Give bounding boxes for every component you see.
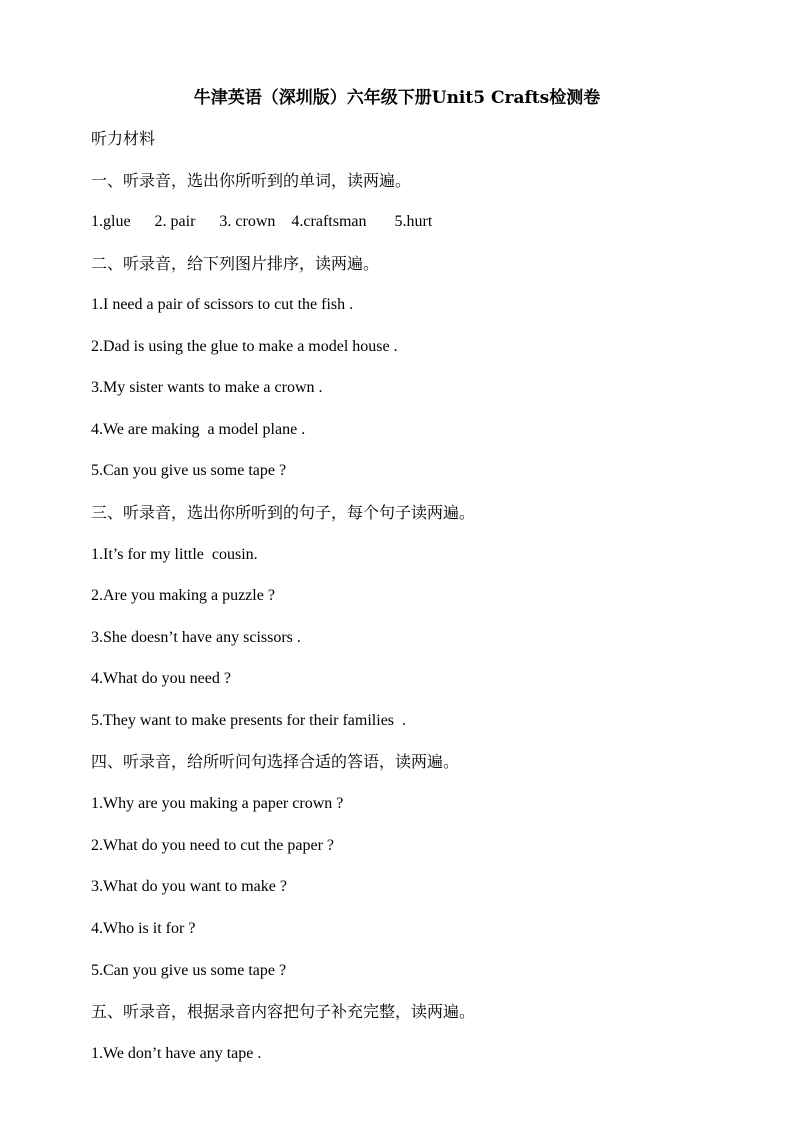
section-4-item: 1.Why are you making a paper crown ? bbox=[91, 795, 344, 812]
section-2-item: 3.My sister wants to make a crown . bbox=[91, 379, 323, 396]
section-4-heading: 四、听录音，给所听问句选择合适的答语，读两遍。 bbox=[91, 752, 460, 771]
section-3-item: 4.What do you need ? bbox=[91, 670, 231, 687]
section-2-item: 2.Dad is using the glue to make a model house . bbox=[91, 338, 398, 355]
section-3-heading: 三、听录音，选出你所听到的句子，每个句子读两遍。 bbox=[91, 503, 476, 522]
section-1-words: 1.glue 2. pair 3. crown 4.craftsman 5.hurt bbox=[91, 213, 433, 230]
section-4-item: 4.Who is it for ? bbox=[91, 920, 196, 937]
section-3-item: 5.They want to make presents for their families . bbox=[91, 712, 407, 729]
section-5-item: 1.We don’t have any tape . bbox=[91, 1045, 262, 1062]
section-1-heading: 一、听录音，选出你所听到的单词，读两遍。 bbox=[91, 171, 412, 190]
section-3-item: 1.It’s for my little cousin. bbox=[91, 546, 258, 563]
section-2-item: 1.I need a pair of scissors to cut the fish . bbox=[91, 296, 354, 313]
section-3-item: 2.Are you making a puzzle ? bbox=[91, 587, 275, 604]
section-5-heading: 五、听录音，根据录音内容把句子补充完整，读两遍。 bbox=[91, 1002, 476, 1021]
section-4-item: 3.What do you want to make ? bbox=[91, 878, 287, 895]
document-title: 牛津英语（深圳版）六年级下册Unit5 Crafts检测卷 bbox=[193, 88, 601, 108]
section-2-item: 5.Can you give us some tape ? bbox=[91, 462, 287, 479]
section-4-item: 2.What do you need to cut the paper ? bbox=[91, 837, 335, 854]
section-4-item: 5.Can you give us some tape ? bbox=[91, 962, 287, 979]
listening-material-heading: 听力材料 bbox=[91, 129, 156, 148]
section-2-heading: 二、听录音，给下列图片排序，读两遍。 bbox=[91, 254, 380, 273]
section-3-item: 3.She doesn’t have any scissors . bbox=[91, 629, 301, 646]
section-2-item: 4.We are making a model plane . bbox=[91, 421, 306, 438]
